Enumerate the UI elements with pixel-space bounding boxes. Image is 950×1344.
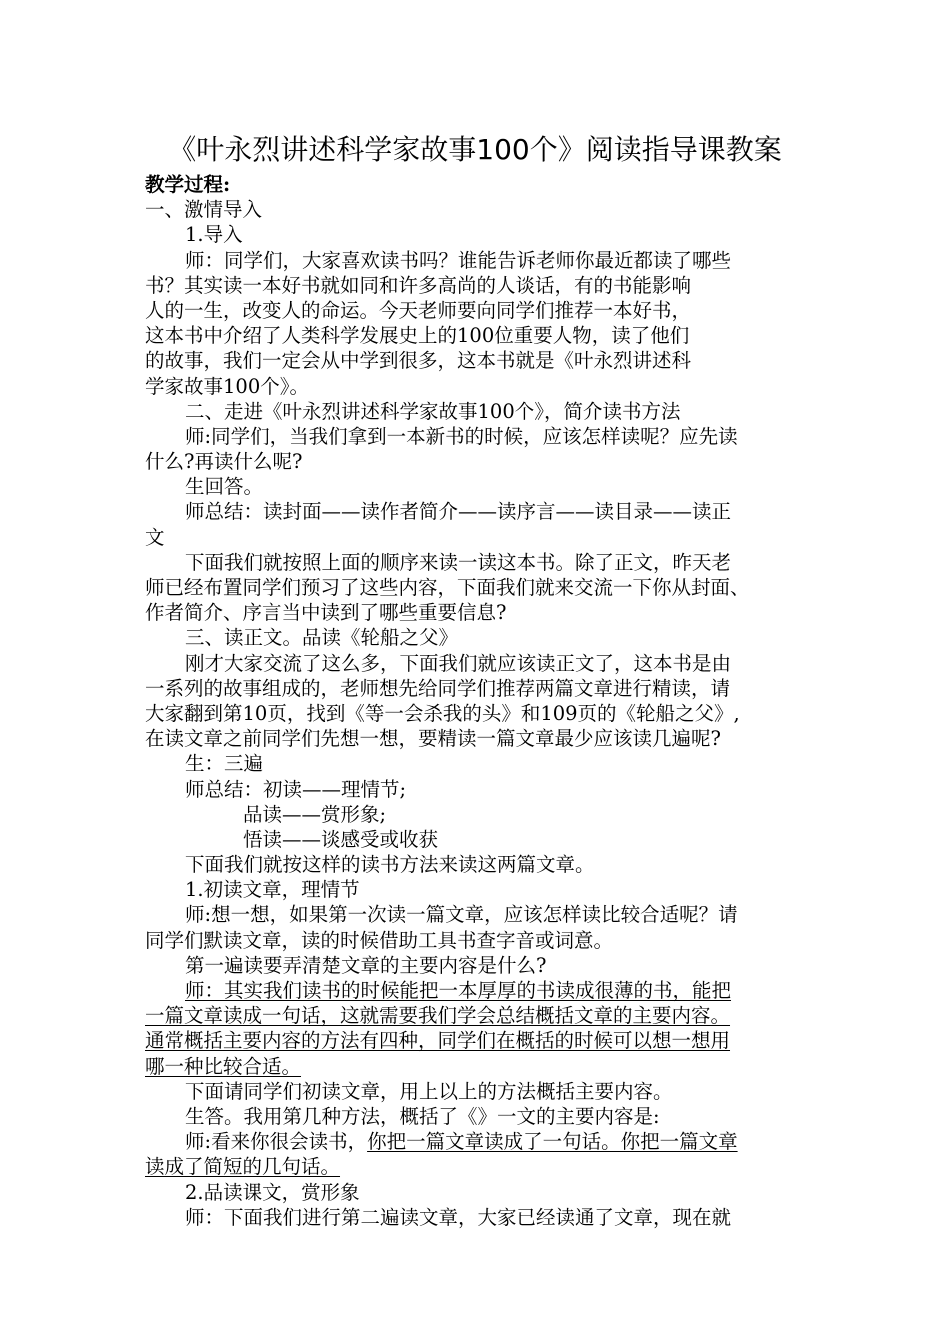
line-text: 生回答。: [185, 475, 264, 499]
line-text: 生答。我用第几种方法，概括了《》一文的主要内容是:: [185, 1104, 660, 1128]
line-text: 学家故事100个》。: [145, 374, 309, 398]
text-line: [145, 474, 811, 499]
text-line: [145, 374, 811, 399]
line-text: 下面我们就按这样的读书方法来读这两篇文章。: [185, 853, 595, 877]
line-text: 下面请同学们初读文章，用上以上的方法概括主要内容。: [185, 1079, 673, 1103]
line-text: 什么?再读什么呢?: [145, 450, 303, 474]
line-text: 师已经布置同学们预习了这些内容，下面我们就来交流一下你从封面、: [145, 576, 750, 599]
text-line: [145, 600, 811, 625]
text-line: [145, 424, 811, 449]
line-text: 大家翻到第10页，找到《等一会杀我的头》和109页的《轮船之父》,: [145, 701, 740, 725]
text-line: [145, 777, 811, 802]
line-text: 同学们默读文章，读的时候借助工具书查字音或词意。: [145, 928, 614, 952]
text-line: [145, 348, 811, 373]
line-text: 下面我们就按照上面的顺序来读一读这本书。除了正文，昨天老: [185, 550, 732, 574]
line-text: 悟读——谈感受或收获: [243, 827, 439, 851]
line-text: 读成了简短的几句话。: [145, 1155, 341, 1179]
line-text: 师：下面我们进行第二遍读文章，大家已经读通了文章，现在就: [185, 1205, 732, 1229]
text-line: [145, 248, 811, 273]
line-text: 师总结：初读——理情节;: [185, 777, 407, 801]
text-line: [145, 953, 811, 978]
line-text: 人的一生，改变人的命运。今天老师要向同学们推荐一本好书，: [145, 298, 692, 322]
line-text: 三、读正文。品读《轮船之父》: [185, 626, 459, 650]
text-line: [145, 499, 811, 524]
line-text: 书？其实读一本好书就如同和许多高尚的人谈话，有的书能影响: [145, 273, 692, 297]
text-line: [145, 1028, 811, 1053]
text-line: [145, 1180, 811, 1205]
line-text: 1.导入: [185, 223, 243, 247]
line-text: 的故事，我们一定会从中学到很多，这本书就是《叶永烈讲述科: [145, 349, 692, 373]
text-line: [145, 651, 811, 676]
text-line: [145, 902, 811, 927]
line-text-underlined: 你把一篇文章读成了一句话。你把一篇文章: [367, 1130, 738, 1154]
text-line: [145, 323, 811, 348]
text-line: [145, 726, 811, 751]
text-line: [145, 1129, 811, 1154]
document-title: 《叶永烈讲述科学家故事100个》阅读指导课教案: [168, 133, 782, 166]
line-text: 这本书中介绍了人类科学发展史上的100位重要人物，读了他们: [145, 324, 690, 348]
text-line: [145, 978, 811, 1003]
line-text: 品读——赏形象;: [243, 802, 387, 826]
line-text: 师：同学们，大家喜欢读书吗？谁能告诉老师你最近都读了哪些: [185, 248, 732, 272]
text-line: [145, 172, 811, 197]
line-text: 师:同学们，当我们拿到一本新书的时候，应该怎样读呢？应先读: [185, 424, 738, 448]
line-text: 在读文章之前同学们先想一想，要精读一篇文章最少应该读几遍呢?: [145, 727, 721, 751]
line-text: 1.初读文章，理情节: [185, 878, 360, 902]
text-line: [145, 197, 811, 222]
text-line: [145, 802, 811, 827]
line-text: 通常概括主要内容的方法有四种，同学们在概括的时候可以想一想用: [145, 1029, 731, 1053]
text-line: [145, 928, 811, 953]
line-text: 一、激情导入: [145, 198, 263, 222]
text-line: [145, 222, 811, 247]
text-line: [145, 852, 811, 877]
line-text: 2.品读课文，赏形象: [185, 1180, 360, 1204]
text-line: [145, 1154, 811, 1179]
line-text: 第一遍读要弄清楚文章的主要内容是什么?: [185, 953, 547, 977]
text-line: [145, 676, 811, 701]
text-line: [145, 273, 811, 298]
line-text: 二、走进《叶永烈讲述科学家故事100个》，简介读书方法: [185, 399, 681, 423]
text-line: [145, 1054, 811, 1079]
text-line: [145, 625, 811, 650]
text-line: [145, 701, 811, 726]
line-text: 师:看来你很会读书，: [185, 1130, 368, 1154]
line-text: 师:想一想，如果第一次读一篇文章，应该怎样读比较合适呢？请: [185, 903, 738, 927]
line-text: 一系列的故事组成的，老师想先给同学们推荐两篇文章进行精读，请: [145, 676, 731, 700]
text-line: [145, 877, 811, 902]
line-text: 生：三遍: [185, 752, 264, 776]
text-line: [145, 449, 811, 474]
text-line: [145, 1205, 811, 1230]
text-line: [145, 399, 811, 424]
text-line: [145, 298, 811, 323]
text-line: [145, 1104, 811, 1129]
text-line: [145, 751, 811, 776]
document-body: [145, 172, 811, 1230]
line-text: 刚才大家交流了这么多，下面我们就应该读正文了，这本书是由: [185, 651, 732, 675]
line-text: 师总结：读封面——读作者简介——读序言——读目录——读正: [185, 500, 732, 524]
text-line: [145, 827, 811, 852]
line-text: 作者简介、序言当中读到了哪些重要信息?: [145, 601, 507, 625]
line-text: 师：其实我们读书的时候能把一本厚厚的书读成很薄的书，能把: [185, 979, 732, 1002]
text-line: [145, 525, 811, 550]
text-line: [145, 575, 811, 600]
line-text: 文: [145, 525, 165, 549]
line-text: 哪一种比较合适。: [145, 1054, 302, 1078]
text-line: [145, 550, 811, 575]
text-line: [145, 1079, 811, 1104]
line-text: 教学过程:: [145, 173, 231, 196]
line-text: 一篇文章读成一句话，这就需要我们学会总结概括文章的主要内容。: [145, 1004, 731, 1028]
text-line: [145, 1003, 811, 1028]
